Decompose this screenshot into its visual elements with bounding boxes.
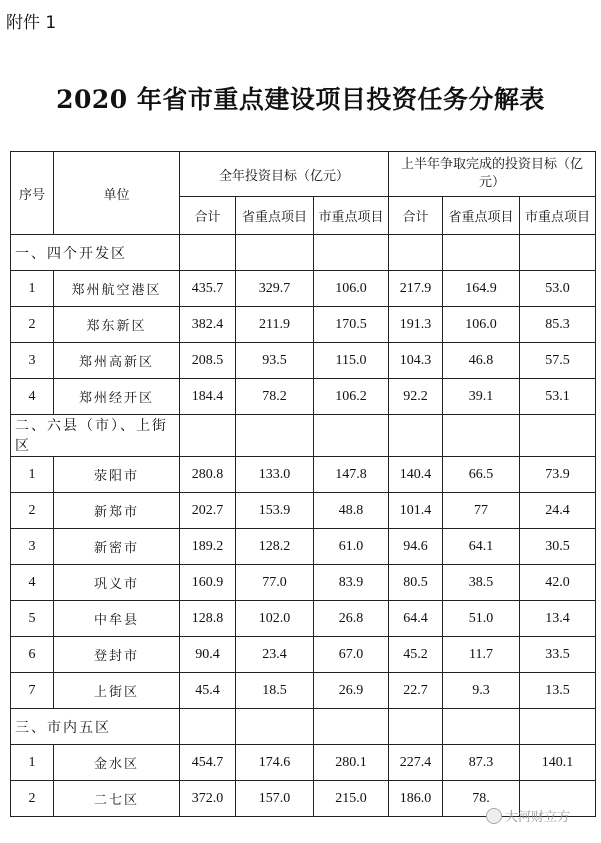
watermark [486,806,570,825]
row-value-h-total: 22.7 [389,673,443,709]
row-value-h-prov: 11.7 [443,637,520,673]
empty-cell [520,415,596,457]
table-row [11,343,596,379]
header-annual-municipal: 市重点项目 [314,197,389,235]
row-seq: 1 [11,745,54,781]
table-row [11,745,596,781]
empty-cell [389,235,443,271]
row-value-h-total: 186.0 [389,781,443,817]
row-value-h-prov: 51.0 [443,601,520,637]
table-row [11,565,596,601]
row-value-h-city: 30.5 [520,529,596,565]
row-seq: 3 [11,529,54,565]
row-unit: 郑州航空港区 [54,271,180,307]
row-value-a-prov: 157.0 [236,781,314,817]
row-seq: 1 [11,457,54,493]
row-value-a-total: 382.4 [180,307,236,343]
table-row [11,307,596,343]
row-value-h-city: 13.4 [520,601,596,637]
row-value-a-prov: 128.2 [236,529,314,565]
row-seq: 3 [11,343,54,379]
row-value-h-prov: 64.1 [443,529,520,565]
header-half-provincial: 省重点项目 [443,197,520,235]
row-seq: 6 [11,637,54,673]
row-seq: 2 [11,781,54,817]
row-unit: 新郑市 [54,493,180,529]
empty-cell [180,235,236,271]
row-value-a-prov: 153.9 [236,493,314,529]
header-annual-total: 合计 [180,197,236,235]
empty-cell [443,415,520,457]
row-value-h-prov: 164.9 [443,271,520,307]
empty-cell [314,709,389,745]
header-half-municipal: 市重点项目 [520,197,596,235]
row-value-a-prov: 23.4 [236,637,314,673]
table-row [11,601,596,637]
row-value-a-total: 435.7 [180,271,236,307]
row-value-a-prov: 18.5 [236,673,314,709]
row-unit: 新密市 [54,529,180,565]
row-value-h-total: 92.2 [389,379,443,415]
row-unit: 金水区 [54,745,180,781]
row-value-h-total: 191.3 [389,307,443,343]
section-title: 二、六县（市）、上街区 [11,415,180,457]
row-unit: 上街区 [54,673,180,709]
header-unit: 单位 [54,152,180,235]
row-value-a-prov: 329.7 [236,271,314,307]
row-value-h-total: 227.4 [389,745,443,781]
row-value-a-prov: 93.5 [236,343,314,379]
row-value-a-total: 160.9 [180,565,236,601]
row-unit: 登封市 [54,637,180,673]
row-value-a-city: 106.2 [314,379,389,415]
empty-cell [180,709,236,745]
row-value-h-city: 53.0 [520,271,596,307]
table-row [11,379,596,415]
row-seq: 1 [11,271,54,307]
wechat-icon [486,808,502,824]
empty-cell [520,709,596,745]
empty-cell [180,415,236,457]
section-row [11,709,596,745]
row-unit: 郑东新区 [54,307,180,343]
row-unit: 郑州高新区 [54,343,180,379]
row-value-a-total: 208.5 [180,343,236,379]
table-row [11,529,596,565]
row-value-h-city: 85.3 [520,307,596,343]
row-value-h-prov: 66.5 [443,457,520,493]
row-value-a-prov: 78.2 [236,379,314,415]
watermark-text: 大河财立方 [505,810,571,825]
row-value-a-total: 90.4 [180,637,236,673]
row-value-h-total: 64.4 [389,601,443,637]
row-value-h-total: 101.4 [389,493,443,529]
empty-cell [389,709,443,745]
empty-cell [236,235,314,271]
row-value-a-city: 147.8 [314,457,389,493]
row-value-h-city: 140.1 [520,745,596,781]
row-value-h-total: 80.5 [389,565,443,601]
row-value-h-prov: 87.3 [443,745,520,781]
row-unit: 二七区 [54,781,180,817]
empty-cell [443,709,520,745]
row-value-h-city: 13.5 [520,673,596,709]
attachment-label: 附件 1 [6,13,57,33]
row-value-h-total: 104.3 [389,343,443,379]
row-value-h-total: 45.2 [389,637,443,673]
row-value-a-total: 184.4 [180,379,236,415]
row-value-h-prov: 38.5 [443,565,520,601]
row-unit: 中牟县 [54,601,180,637]
row-value-a-total: 454.7 [180,745,236,781]
row-value-a-prov: 133.0 [236,457,314,493]
section-title: 三、市内五区 [11,709,180,745]
section-row [11,235,596,271]
row-value-a-city: 67.0 [314,637,389,673]
row-seq: 2 [11,493,54,529]
row-unit: 荥阳市 [54,457,180,493]
empty-cell [236,709,314,745]
row-value-h-city: 73.9 [520,457,596,493]
row-value-a-city: 26.8 [314,601,389,637]
row-value-a-prov: 211.9 [236,307,314,343]
empty-cell [520,235,596,271]
row-value-h-total: 94.6 [389,529,443,565]
row-value-h-prov: 78. [443,781,520,817]
row-value-h-prov: 9.3 [443,673,520,709]
row-value-a-city: 61.0 [314,529,389,565]
section-row [11,415,596,457]
header-half-year-target: 上半年争取完成的投资目标（亿元） [389,152,596,197]
header-seq: 序号 [11,152,54,235]
row-value-a-city: 215.0 [314,781,389,817]
row-value-a-total: 372.0 [180,781,236,817]
row-seq: 2 [11,307,54,343]
document-title: 2020 年省市重点建设项目投资任务分解表 [56,85,545,114]
row-unit: 巩义市 [54,565,180,601]
row-value-a-city: 115.0 [314,343,389,379]
row-value-a-city: 83.9 [314,565,389,601]
row-value-h-prov: 77 [443,493,520,529]
row-value-a-city: 106.0 [314,271,389,307]
empty-cell [314,415,389,457]
table-row [11,493,596,529]
table-row [11,457,596,493]
row-value-a-prov: 77.0 [236,565,314,601]
empty-cell [443,235,520,271]
row-value-h-city: 53.1 [520,379,596,415]
row-value-a-city: 170.5 [314,307,389,343]
header-annual-provincial: 省重点项目 [236,197,314,235]
row-value-h-city: 57.5 [520,343,596,379]
row-value-h-total: 140.4 [389,457,443,493]
section-title: 一、四个开发区 [11,235,180,271]
row-seq: 4 [11,379,54,415]
row-value-h-prov: 106.0 [443,307,520,343]
row-value-h-city: 33.5 [520,637,596,673]
header-half-total: 合计 [389,197,443,235]
row-value-a-total: 128.8 [180,601,236,637]
row-value-a-prov: 102.0 [236,601,314,637]
empty-cell [236,415,314,457]
table-row [11,637,596,673]
row-value-a-total: 189.2 [180,529,236,565]
row-value-a-prov: 174.6 [236,745,314,781]
row-value-h-total: 217.9 [389,271,443,307]
row-seq: 5 [11,601,54,637]
header-annual-target: 全年投资目标（亿元） [180,152,389,197]
row-value-a-city: 48.8 [314,493,389,529]
row-value-a-total: 45.4 [180,673,236,709]
table-row [11,673,596,709]
row-value-a-total: 202.7 [180,493,236,529]
row-value-a-city: 280.1 [314,745,389,781]
empty-cell [389,415,443,457]
row-seq: 7 [11,673,54,709]
row-seq: 4 [11,565,54,601]
row-value-a-total: 280.8 [180,457,236,493]
row-value-h-city: 24.4 [520,493,596,529]
investment-table [10,151,596,817]
row-value-h-city: 42.0 [520,565,596,601]
table-row [11,271,596,307]
row-value-a-city: 26.9 [314,673,389,709]
empty-cell [314,235,389,271]
row-unit: 郑州经开区 [54,379,180,415]
row-value-h-prov: 39.1 [443,379,520,415]
row-value-h-prov: 46.8 [443,343,520,379]
